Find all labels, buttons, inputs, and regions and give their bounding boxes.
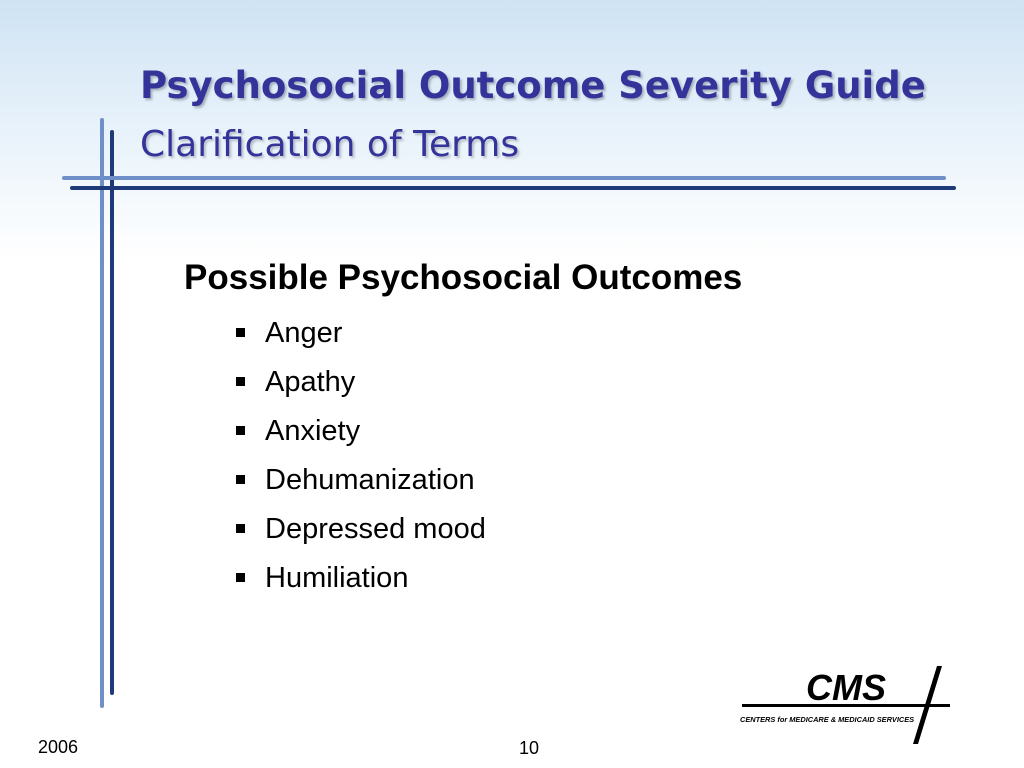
bullet-text: Humiliation [265,562,409,594]
bullet-item [236,361,486,410]
bullet-item [236,557,486,606]
bullet-text: Anxiety [265,415,361,447]
bullet-text: Dehumanization [265,464,475,496]
square-bullet-icon [236,475,245,484]
cms-logo [734,664,954,746]
frame-vertical-line-dark [110,130,114,695]
bullet-item [236,508,486,557]
frame-vertical-line-light [100,118,104,708]
bullet-list [236,312,486,606]
square-bullet-icon [236,328,245,337]
slide-title: Psychosocial Outcome Severity Guide [140,64,926,107]
bullet-text: Apathy [265,366,356,398]
footer-year: 2006 [38,737,79,757]
square-bullet-icon [236,426,245,435]
cms-logo-tagline: CENTERS for MEDICARE & MEDICAID SERVICES [740,715,915,724]
page-number: 10 [519,738,540,758]
square-bullet-icon [236,377,245,386]
frame-horizontal-line-light [62,176,946,180]
bullet-item [236,410,486,459]
slide-subtitle: Clarification of Terms [140,124,520,165]
bullet-item [236,459,486,508]
square-bullet-icon [236,573,245,582]
bullet-text: Depressed mood [265,513,486,545]
bullet-item [236,312,486,361]
cms-logo-wordmark: CMS [806,667,886,708]
square-bullet-icon [236,524,245,533]
section-heading: Possible Psychosocial Outcomes [184,258,743,297]
bullet-text: Anger [265,317,343,349]
frame-horizontal-line-dark [70,186,956,190]
